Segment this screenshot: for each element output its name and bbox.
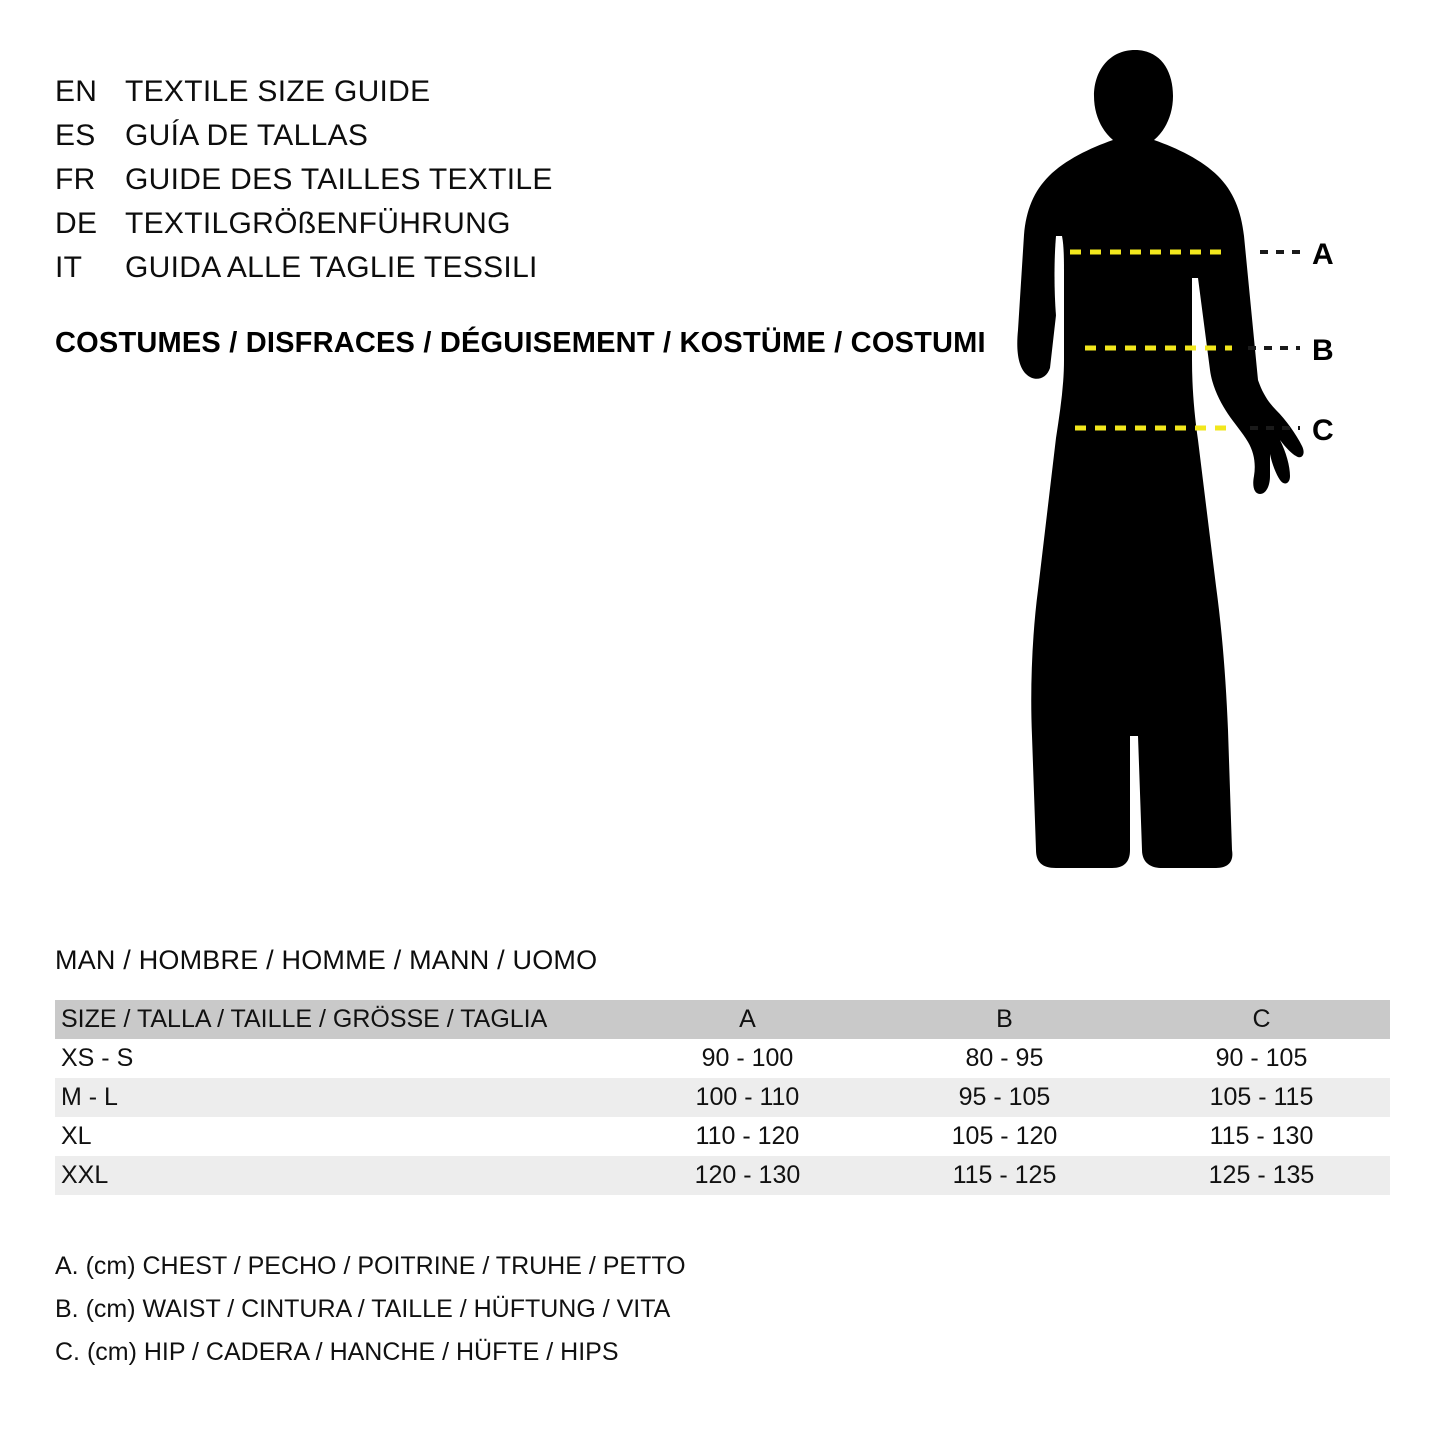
cell-a: 100 - 110 (695, 1083, 800, 1111)
language-code-fr: FR (55, 163, 96, 196)
cell-b: 105 - 120 (951, 1122, 1058, 1150)
language-row-it (55, 246, 955, 290)
male-silhouette-icon (1017, 50, 1303, 868)
cell-size: XS - S (61, 1044, 134, 1072)
cell-size: XL (61, 1122, 92, 1150)
column-header-size: SIZE / TALLA / TAILLE / GRÖSSE / TAGLIA (61, 1005, 548, 1033)
column-header-b: B (996, 1005, 1013, 1033)
language-list (55, 70, 955, 290)
measurement-legend (55, 1245, 686, 1374)
table-group-title: MAN / HOMBRE / HOMME / MANN / UOMO (55, 945, 598, 975)
language-text-fr: GUIDE DES TAILLES TEXTILE (125, 163, 553, 196)
table-header-row (55, 1000, 1390, 1039)
language-row-en (55, 70, 955, 114)
cell-size: M - L (61, 1083, 118, 1111)
table-row (55, 1039, 1390, 1078)
table-row (55, 1078, 1390, 1117)
measure-label-c: C (1312, 414, 1334, 447)
cell-c: 115 - 130 (1209, 1122, 1314, 1150)
cell-b: 95 - 105 (958, 1083, 1051, 1111)
column-header-c: C (1252, 1005, 1271, 1033)
cell-a: 120 - 130 (694, 1161, 801, 1189)
cell-a: 90 - 100 (701, 1044, 794, 1072)
cell-size: XXL (61, 1161, 109, 1189)
cell-a: 110 - 120 (695, 1122, 800, 1150)
cell-c: 90 - 105 (1215, 1044, 1308, 1072)
legend-line-a: A. (cm) CHEST / PECHO / POITRINE / TRUHE / PETTO (55, 1252, 686, 1280)
language-code-it: IT (55, 251, 83, 284)
legend-line-b: B. (cm) WAIST / CINTURA / TAILLE / HÜFTUNG / VITA (55, 1295, 671, 1323)
language-row-de (55, 202, 955, 246)
size-table (55, 1000, 1390, 1195)
cell-b: 115 - 125 (952, 1161, 1057, 1189)
costumes-subtitle: COSTUMES / DISFRACES / DÉGUISEMENT / KOSTÜME / COSTUMI (55, 327, 986, 359)
language-row-fr (55, 158, 955, 202)
figure-illustration (960, 30, 1380, 910)
language-code-es: ES (55, 119, 96, 152)
language-row-es (55, 114, 955, 158)
language-code-en: EN (55, 75, 98, 108)
language-text-en: TEXTILE SIZE GUIDE (125, 75, 431, 108)
measure-label-b: B (1312, 334, 1334, 367)
language-text-es: GUÍA DE TALLAS (125, 119, 369, 152)
cell-c: 125 - 135 (1208, 1161, 1315, 1189)
cell-b: 80 - 95 (965, 1044, 1044, 1072)
language-text-de: TEXTILGRÖßENFÜHRUNG (125, 207, 511, 240)
cell-c: 105 - 115 (1209, 1083, 1314, 1111)
table-row (55, 1117, 1390, 1156)
language-text-it: GUIDA ALLE TAGLIE TESSILI (125, 251, 538, 284)
legend-line-c: C. (cm) HIP / CADERA / HANCHE / HÜFTE / HIPS (55, 1338, 619, 1366)
table-row (55, 1156, 1390, 1195)
language-code-de: DE (55, 207, 98, 240)
measure-label-a: A (1312, 238, 1334, 271)
column-header-a: A (739, 1005, 756, 1033)
